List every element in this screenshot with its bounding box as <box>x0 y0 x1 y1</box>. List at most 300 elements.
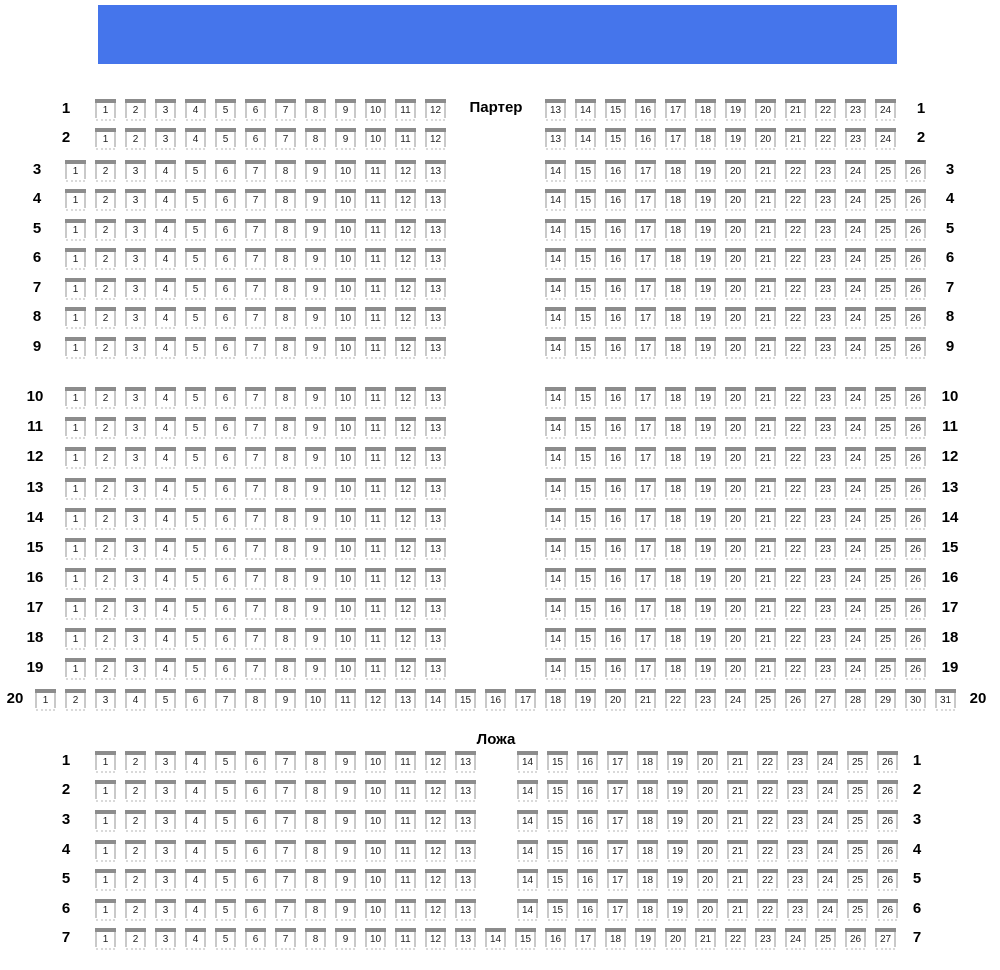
seat-parter-r10-n12[interactable] <box>395 387 416 409</box>
seat-lozha-r5-n2[interactable] <box>125 869 146 891</box>
seat-lozha-r6-n5[interactable] <box>215 899 236 921</box>
seat-parter-r4-n14[interactable] <box>545 189 566 211</box>
seat-parter-r13-n14[interactable] <box>545 478 566 500</box>
seat-lozha-r2-n13[interactable] <box>455 780 476 802</box>
seat-lozha-r3-n12[interactable] <box>425 810 446 832</box>
seat-lozha-r6-n21[interactable] <box>727 899 748 921</box>
seat-parter-r10-n15[interactable] <box>575 387 596 409</box>
seat-parter-r2-n3[interactable] <box>155 128 176 150</box>
seat-parter-r17-n6[interactable] <box>215 598 236 620</box>
seat-parter-r1-n22[interactable] <box>815 99 836 121</box>
seat-parter-r20-n5[interactable] <box>155 689 176 711</box>
seat-parter-r4-n18[interactable] <box>665 189 686 211</box>
seat-parter-r18-n2[interactable] <box>95 628 116 650</box>
seat-lozha-r1-n9[interactable] <box>335 751 356 773</box>
seat-parter-r11-n13[interactable] <box>425 417 446 439</box>
seat-parter-r13-n1[interactable] <box>65 478 86 500</box>
seat-parter-r11-n23[interactable] <box>815 417 836 439</box>
seat-lozha-r6-n18[interactable] <box>637 899 658 921</box>
seat-parter-r1-n3[interactable] <box>155 99 176 121</box>
seat-lozha-r4-n22[interactable] <box>757 840 778 862</box>
seat-parter-r9-n7[interactable] <box>245 337 266 359</box>
seat-parter-r9-n9[interactable] <box>305 337 326 359</box>
seat-lozha-r2-n19[interactable] <box>667 780 688 802</box>
seat-parter-r10-n4[interactable] <box>155 387 176 409</box>
seat-lozha-r1-n25[interactable] <box>847 751 868 773</box>
seat-lozha-r4-n1[interactable] <box>95 840 116 862</box>
seat-parter-r3-n1[interactable] <box>65 160 86 182</box>
seat-parter-r16-n19[interactable] <box>695 568 716 590</box>
seat-parter-r20-n7[interactable] <box>215 689 236 711</box>
seat-parter-r11-n25[interactable] <box>875 417 896 439</box>
seat-parter-r18-n15[interactable] <box>575 628 596 650</box>
seat-parter-r2-n20[interactable] <box>755 128 776 150</box>
seat-parter-r17-n26[interactable] <box>905 598 926 620</box>
seat-lozha-r2-n3[interactable] <box>155 780 176 802</box>
seat-parter-r19-n24[interactable] <box>845 658 866 680</box>
seat-parter-r3-n6[interactable] <box>215 160 236 182</box>
seat-parter-r6-n22[interactable] <box>785 248 806 270</box>
seat-parter-r9-n5[interactable] <box>185 337 206 359</box>
seat-parter-r14-n4[interactable] <box>155 508 176 530</box>
seat-parter-r3-n10[interactable] <box>335 160 356 182</box>
seat-parter-r8-n13[interactable] <box>425 307 446 329</box>
seat-parter-r20-n18[interactable] <box>545 689 566 711</box>
seat-lozha-r7-n23[interactable] <box>755 928 776 950</box>
seat-parter-r5-n19[interactable] <box>695 219 716 241</box>
seat-parter-r15-n4[interactable] <box>155 538 176 560</box>
seat-parter-r17-n16[interactable] <box>605 598 626 620</box>
seat-parter-r7-n14[interactable] <box>545 278 566 300</box>
seat-parter-r5-n16[interactable] <box>605 219 626 241</box>
seat-parter-r6-n2[interactable] <box>95 248 116 270</box>
seat-parter-r19-n1[interactable] <box>65 658 86 680</box>
seat-parter-r1-n11[interactable] <box>395 99 416 121</box>
seat-lozha-r1-n13[interactable] <box>455 751 476 773</box>
seat-parter-r8-n12[interactable] <box>395 307 416 329</box>
seat-lozha-r7-n20[interactable] <box>665 928 686 950</box>
seat-parter-r3-n3[interactable] <box>125 160 146 182</box>
seat-parter-r1-n23[interactable] <box>845 99 866 121</box>
seat-parter-r20-n17[interactable] <box>515 689 536 711</box>
seat-lozha-r3-n17[interactable] <box>607 810 628 832</box>
seat-parter-r12-n19[interactable] <box>695 447 716 469</box>
seat-parter-r12-n25[interactable] <box>875 447 896 469</box>
seat-parter-r7-n5[interactable] <box>185 278 206 300</box>
seat-lozha-r4-n23[interactable] <box>787 840 808 862</box>
seat-parter-r1-n5[interactable] <box>215 99 236 121</box>
seat-parter-r5-n20[interactable] <box>725 219 746 241</box>
seat-parter-r11-n7[interactable] <box>245 417 266 439</box>
seat-parter-r12-n6[interactable] <box>215 447 236 469</box>
seat-parter-r7-n2[interactable] <box>95 278 116 300</box>
seat-parter-r15-n11[interactable] <box>365 538 386 560</box>
seat-lozha-r3-n9[interactable] <box>335 810 356 832</box>
seat-parter-r7-n18[interactable] <box>665 278 686 300</box>
seat-parter-r1-n8[interactable] <box>305 99 326 121</box>
seat-parter-r3-n8[interactable] <box>275 160 296 182</box>
seat-lozha-r1-n15[interactable] <box>547 751 568 773</box>
seat-parter-r6-n14[interactable] <box>545 248 566 270</box>
seat-lozha-r5-n3[interactable] <box>155 869 176 891</box>
seat-parter-r17-n7[interactable] <box>245 598 266 620</box>
seat-parter-r18-n8[interactable] <box>275 628 296 650</box>
seat-parter-r3-n22[interactable] <box>785 160 806 182</box>
seat-parter-r5-n1[interactable] <box>65 219 86 241</box>
seat-lozha-r3-n22[interactable] <box>757 810 778 832</box>
seat-parter-r18-n19[interactable] <box>695 628 716 650</box>
seat-parter-r6-n7[interactable] <box>245 248 266 270</box>
seat-parter-r19-n23[interactable] <box>815 658 836 680</box>
seat-parter-r18-n1[interactable] <box>65 628 86 650</box>
seat-parter-r8-n25[interactable] <box>875 307 896 329</box>
seat-lozha-r1-n24[interactable] <box>817 751 838 773</box>
seat-lozha-r3-n26[interactable] <box>877 810 898 832</box>
seat-parter-r15-n23[interactable] <box>815 538 836 560</box>
seat-parter-r18-n24[interactable] <box>845 628 866 650</box>
seat-parter-r2-n23[interactable] <box>845 128 866 150</box>
seat-parter-r4-n13[interactable] <box>425 189 446 211</box>
seat-lozha-r5-n17[interactable] <box>607 869 628 891</box>
seat-parter-r12-n11[interactable] <box>365 447 386 469</box>
seat-parter-r8-n10[interactable] <box>335 307 356 329</box>
seat-parter-r12-n21[interactable] <box>755 447 776 469</box>
seat-parter-r7-n3[interactable] <box>125 278 146 300</box>
seat-lozha-r6-n20[interactable] <box>697 899 718 921</box>
seat-lozha-r4-n17[interactable] <box>607 840 628 862</box>
seat-parter-r19-n14[interactable] <box>545 658 566 680</box>
seat-parter-r15-n26[interactable] <box>905 538 926 560</box>
seat-lozha-r7-n21[interactable] <box>695 928 716 950</box>
seat-lozha-r4-n11[interactable] <box>395 840 416 862</box>
seat-lozha-r5-n8[interactable] <box>305 869 326 891</box>
seat-parter-r2-n7[interactable] <box>275 128 296 150</box>
seat-lozha-r3-n1[interactable] <box>95 810 116 832</box>
seat-lozha-r5-n15[interactable] <box>547 869 568 891</box>
seat-parter-r11-n20[interactable] <box>725 417 746 439</box>
seat-parter-r10-n5[interactable] <box>185 387 206 409</box>
seat-parter-r4-n5[interactable] <box>185 189 206 211</box>
seat-parter-r17-n4[interactable] <box>155 598 176 620</box>
seat-lozha-r4-n19[interactable] <box>667 840 688 862</box>
seat-parter-r1-n12[interactable] <box>425 99 446 121</box>
seat-parter-r12-n23[interactable] <box>815 447 836 469</box>
seat-lozha-r6-n1[interactable] <box>95 899 116 921</box>
seat-parter-r19-n4[interactable] <box>155 658 176 680</box>
seat-parter-r9-n22[interactable] <box>785 337 806 359</box>
seat-parter-r20-n3[interactable] <box>95 689 116 711</box>
seat-lozha-r3-n23[interactable] <box>787 810 808 832</box>
seat-lozha-r1-n20[interactable] <box>697 751 718 773</box>
seat-lozha-r7-n3[interactable] <box>155 928 176 950</box>
seat-parter-r8-n8[interactable] <box>275 307 296 329</box>
seat-parter-r4-n6[interactable] <box>215 189 236 211</box>
seat-lozha-r5-n21[interactable] <box>727 869 748 891</box>
seat-parter-r9-n15[interactable] <box>575 337 596 359</box>
seat-lozha-r5-n6[interactable] <box>245 869 266 891</box>
seat-parter-r13-n19[interactable] <box>695 478 716 500</box>
seat-parter-r4-n7[interactable] <box>245 189 266 211</box>
seat-lozha-r3-n25[interactable] <box>847 810 868 832</box>
seat-parter-r10-n25[interactable] <box>875 387 896 409</box>
seat-lozha-r2-n17[interactable] <box>607 780 628 802</box>
seat-parter-r9-n3[interactable] <box>125 337 146 359</box>
seat-lozha-r7-n5[interactable] <box>215 928 236 950</box>
seat-parter-r15-n18[interactable] <box>665 538 686 560</box>
seat-parter-r3-n26[interactable] <box>905 160 926 182</box>
seat-parter-r3-n24[interactable] <box>845 160 866 182</box>
seat-parter-r5-n11[interactable] <box>365 219 386 241</box>
seat-parter-r5-n21[interactable] <box>755 219 776 241</box>
seat-parter-r3-n5[interactable] <box>185 160 206 182</box>
seat-parter-r18-n3[interactable] <box>125 628 146 650</box>
seat-lozha-r4-n21[interactable] <box>727 840 748 862</box>
seat-parter-r4-n2[interactable] <box>95 189 116 211</box>
seat-parter-r6-n26[interactable] <box>905 248 926 270</box>
seat-parter-r19-n22[interactable] <box>785 658 806 680</box>
seat-lozha-r6-n24[interactable] <box>817 899 838 921</box>
seat-lozha-r3-n10[interactable] <box>365 810 386 832</box>
seat-parter-r15-n19[interactable] <box>695 538 716 560</box>
seat-parter-r18-n26[interactable] <box>905 628 926 650</box>
seat-parter-r19-n26[interactable] <box>905 658 926 680</box>
seat-lozha-r2-n22[interactable] <box>757 780 778 802</box>
seat-lozha-r2-n10[interactable] <box>365 780 386 802</box>
seat-parter-r17-n12[interactable] <box>395 598 416 620</box>
seat-parter-r1-n6[interactable] <box>245 99 266 121</box>
seat-parter-r14-n16[interactable] <box>605 508 626 530</box>
seat-parter-r13-n8[interactable] <box>275 478 296 500</box>
seat-parter-r12-n9[interactable] <box>305 447 326 469</box>
seat-parter-r20-n8[interactable] <box>245 689 266 711</box>
seat-parter-r19-n20[interactable] <box>725 658 746 680</box>
seat-parter-r16-n6[interactable] <box>215 568 236 590</box>
seat-parter-r12-n1[interactable] <box>65 447 86 469</box>
seat-parter-r11-n14[interactable] <box>545 417 566 439</box>
seat-parter-r9-n2[interactable] <box>95 337 116 359</box>
seat-parter-r16-n20[interactable] <box>725 568 746 590</box>
seat-parter-r13-n10[interactable] <box>335 478 356 500</box>
seat-parter-r16-n8[interactable] <box>275 568 296 590</box>
seat-parter-r6-n21[interactable] <box>755 248 776 270</box>
seat-parter-r6-n24[interactable] <box>845 248 866 270</box>
seat-parter-r14-n23[interactable] <box>815 508 836 530</box>
seat-parter-r17-n10[interactable] <box>335 598 356 620</box>
seat-parter-r6-n8[interactable] <box>275 248 296 270</box>
seat-lozha-r1-n3[interactable] <box>155 751 176 773</box>
seat-parter-r14-n21[interactable] <box>755 508 776 530</box>
seat-parter-r11-n2[interactable] <box>95 417 116 439</box>
seat-parter-r19-n2[interactable] <box>95 658 116 680</box>
seat-parter-r20-n27[interactable] <box>815 689 836 711</box>
seat-lozha-r7-n12[interactable] <box>425 928 446 950</box>
seat-lozha-r1-n21[interactable] <box>727 751 748 773</box>
seat-parter-r3-n19[interactable] <box>695 160 716 182</box>
seat-parter-r4-n22[interactable] <box>785 189 806 211</box>
seat-parter-r2-n17[interactable] <box>665 128 686 150</box>
seat-lozha-r6-n22[interactable] <box>757 899 778 921</box>
seat-parter-r17-n22[interactable] <box>785 598 806 620</box>
seat-lozha-r7-n27[interactable] <box>875 928 896 950</box>
seat-parter-r13-n6[interactable] <box>215 478 236 500</box>
seat-parter-r7-n20[interactable] <box>725 278 746 300</box>
seat-lozha-r7-n8[interactable] <box>305 928 326 950</box>
seat-parter-r13-n24[interactable] <box>845 478 866 500</box>
seat-parter-r18-n13[interactable] <box>425 628 446 650</box>
seat-lozha-r6-n14[interactable] <box>517 899 538 921</box>
seat-parter-r15-n22[interactable] <box>785 538 806 560</box>
seat-parter-r4-n20[interactable] <box>725 189 746 211</box>
seat-parter-r4-n8[interactable] <box>275 189 296 211</box>
seat-lozha-r4-n5[interactable] <box>215 840 236 862</box>
seat-lozha-r6-n17[interactable] <box>607 899 628 921</box>
seat-parter-r9-n10[interactable] <box>335 337 356 359</box>
seat-lozha-r1-n5[interactable] <box>215 751 236 773</box>
seat-parter-r5-n26[interactable] <box>905 219 926 241</box>
seat-parter-r9-n17[interactable] <box>635 337 656 359</box>
seat-parter-r4-n25[interactable] <box>875 189 896 211</box>
seat-parter-r9-n4[interactable] <box>155 337 176 359</box>
seat-lozha-r7-n25[interactable] <box>815 928 836 950</box>
seat-lozha-r1-n6[interactable] <box>245 751 266 773</box>
seat-parter-r14-n19[interactable] <box>695 508 716 530</box>
seat-lozha-r2-n11[interactable] <box>395 780 416 802</box>
seat-parter-r15-n10[interactable] <box>335 538 356 560</box>
seat-parter-r16-n2[interactable] <box>95 568 116 590</box>
seat-parter-r15-n25[interactable] <box>875 538 896 560</box>
seat-parter-r17-n20[interactable] <box>725 598 746 620</box>
seat-parter-r12-n2[interactable] <box>95 447 116 469</box>
seat-parter-r14-n10[interactable] <box>335 508 356 530</box>
seat-lozha-r6-n15[interactable] <box>547 899 568 921</box>
seat-parter-r5-n18[interactable] <box>665 219 686 241</box>
seat-parter-r20-n22[interactable] <box>665 689 686 711</box>
seat-parter-r2-n16[interactable] <box>635 128 656 150</box>
seat-parter-r11-n26[interactable] <box>905 417 926 439</box>
seat-parter-r16-n14[interactable] <box>545 568 566 590</box>
seat-parter-r14-n11[interactable] <box>365 508 386 530</box>
seat-parter-r20-n2[interactable] <box>65 689 86 711</box>
seat-lozha-r5-n16[interactable] <box>577 869 598 891</box>
seat-parter-r1-n17[interactable] <box>665 99 686 121</box>
seat-parter-r4-n10[interactable] <box>335 189 356 211</box>
seat-lozha-r4-n16[interactable] <box>577 840 598 862</box>
seat-parter-r13-n17[interactable] <box>635 478 656 500</box>
seat-parter-r10-n2[interactable] <box>95 387 116 409</box>
seat-parter-r6-n6[interactable] <box>215 248 236 270</box>
seat-parter-r8-n15[interactable] <box>575 307 596 329</box>
seat-parter-r2-n19[interactable] <box>725 128 746 150</box>
seat-parter-r6-n25[interactable] <box>875 248 896 270</box>
seat-parter-r2-n14[interactable] <box>575 128 596 150</box>
seat-parter-r13-n21[interactable] <box>755 478 776 500</box>
seat-parter-r4-n26[interactable] <box>905 189 926 211</box>
seat-parter-r7-n4[interactable] <box>155 278 176 300</box>
seat-parter-r7-n13[interactable] <box>425 278 446 300</box>
seat-lozha-r3-n18[interactable] <box>637 810 658 832</box>
seat-parter-r16-n9[interactable] <box>305 568 326 590</box>
seat-parter-r11-n19[interactable] <box>695 417 716 439</box>
seat-parter-r17-n2[interactable] <box>95 598 116 620</box>
seat-parter-r4-n24[interactable] <box>845 189 866 211</box>
seat-parter-r2-n18[interactable] <box>695 128 716 150</box>
seat-lozha-r4-n26[interactable] <box>877 840 898 862</box>
seat-parter-r14-n8[interactable] <box>275 508 296 530</box>
seat-lozha-r2-n24[interactable] <box>817 780 838 802</box>
seat-lozha-r6-n23[interactable] <box>787 899 808 921</box>
seat-parter-r7-n9[interactable] <box>305 278 326 300</box>
seat-parter-r18-n18[interactable] <box>665 628 686 650</box>
seat-parter-r15-n14[interactable] <box>545 538 566 560</box>
seat-parter-r10-n10[interactable] <box>335 387 356 409</box>
seat-parter-r8-n4[interactable] <box>155 307 176 329</box>
seat-lozha-r6-n16[interactable] <box>577 899 598 921</box>
seat-parter-r20-n13[interactable] <box>395 689 416 711</box>
seat-parter-r2-n10[interactable] <box>365 128 386 150</box>
seat-parter-r13-n13[interactable] <box>425 478 446 500</box>
seat-parter-r11-n18[interactable] <box>665 417 686 439</box>
seat-parter-r6-n4[interactable] <box>155 248 176 270</box>
seat-lozha-r7-n14[interactable] <box>485 928 506 950</box>
seat-parter-r19-n17[interactable] <box>635 658 656 680</box>
seat-lozha-r7-n6[interactable] <box>245 928 266 950</box>
seat-parter-r12-n17[interactable] <box>635 447 656 469</box>
seat-parter-r10-n22[interactable] <box>785 387 806 409</box>
seat-parter-r3-n18[interactable] <box>665 160 686 182</box>
seat-parter-r20-n30[interactable] <box>905 689 926 711</box>
seat-lozha-r5-n11[interactable] <box>395 869 416 891</box>
seat-lozha-r1-n7[interactable] <box>275 751 296 773</box>
seat-parter-r9-n25[interactable] <box>875 337 896 359</box>
seat-lozha-r6-n8[interactable] <box>305 899 326 921</box>
seat-parter-r11-n8[interactable] <box>275 417 296 439</box>
seat-lozha-r5-n10[interactable] <box>365 869 386 891</box>
seat-lozha-r2-n8[interactable] <box>305 780 326 802</box>
seat-parter-r10-n1[interactable] <box>65 387 86 409</box>
seat-parter-r17-n19[interactable] <box>695 598 716 620</box>
seat-lozha-r5-n24[interactable] <box>817 869 838 891</box>
seat-parter-r16-n15[interactable] <box>575 568 596 590</box>
seat-parter-r11-n11[interactable] <box>365 417 386 439</box>
seat-parter-r12-n18[interactable] <box>665 447 686 469</box>
seat-parter-r8-n16[interactable] <box>605 307 626 329</box>
seat-parter-r8-n14[interactable] <box>545 307 566 329</box>
seat-parter-r12-n12[interactable] <box>395 447 416 469</box>
seat-parter-r3-n23[interactable] <box>815 160 836 182</box>
seat-parter-r5-n8[interactable] <box>275 219 296 241</box>
seat-lozha-r2-n12[interactable] <box>425 780 446 802</box>
seat-parter-r10-n8[interactable] <box>275 387 296 409</box>
seat-parter-r1-n15[interactable] <box>605 99 626 121</box>
seat-parter-r18-n12[interactable] <box>395 628 416 650</box>
seat-parter-r8-n19[interactable] <box>695 307 716 329</box>
seat-parter-r6-n17[interactable] <box>635 248 656 270</box>
seat-parter-r8-n6[interactable] <box>215 307 236 329</box>
seat-parter-r18-n23[interactable] <box>815 628 836 650</box>
seat-parter-r12-n10[interactable] <box>335 447 356 469</box>
seat-lozha-r7-n11[interactable] <box>395 928 416 950</box>
seat-parter-r12-n8[interactable] <box>275 447 296 469</box>
seat-parter-r19-n21[interactable] <box>755 658 776 680</box>
seat-lozha-r3-n24[interactable] <box>817 810 838 832</box>
seat-lozha-r2-n1[interactable] <box>95 780 116 802</box>
seat-lozha-r6-n19[interactable] <box>667 899 688 921</box>
seat-parter-r7-n17[interactable] <box>635 278 656 300</box>
seat-parter-r4-n19[interactable] <box>695 189 716 211</box>
seat-parter-r13-n20[interactable] <box>725 478 746 500</box>
seat-parter-r20-n25[interactable] <box>755 689 776 711</box>
seat-parter-r18-n16[interactable] <box>605 628 626 650</box>
